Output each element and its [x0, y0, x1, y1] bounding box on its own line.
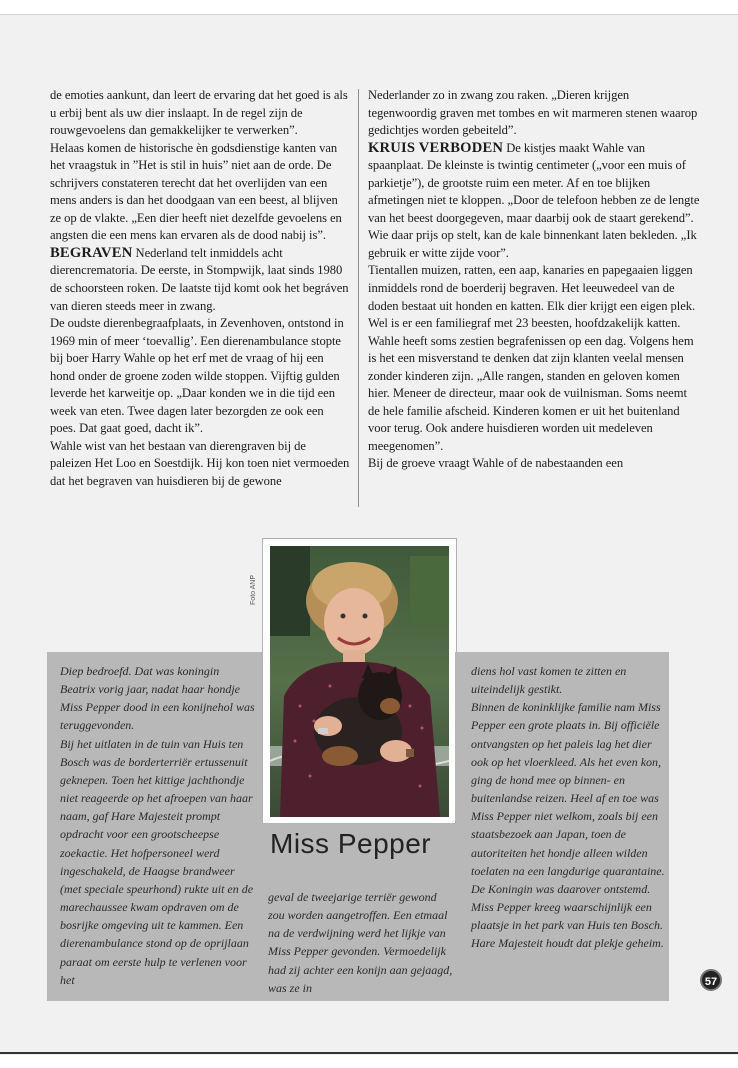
section-heading-begraven: BEGRAVEN: [50, 244, 133, 261]
paragraph: Tientallen muizen, ratten, een aap, kanaries en papegaaien liggen inmiddels rond de boerderij begraven. Het leeuwedeel van de doden bestaat uit honden en katten. Elk dier krijgt een eigen plek. Wel is er een familiegraf met 23 beesten, hoofdzakelijk katten.: [368, 263, 696, 331]
paragraph: Bij de groeve vraagt Wahle of de nabestaanden een: [368, 456, 624, 471]
queen-with-dog-photo: [270, 546, 449, 817]
sidebar-paragraph: geval de tweejarige terriër gewond zou worden aangetroffen. Een etmaal na de verdwijning werd het lijkje van Miss Pepper gevonden. Vermoedelijk had zij achter een konijn aan gejaagd, was ze in: [268, 890, 453, 995]
paragraph: [50, 245, 350, 315]
article-column-left: [50, 87, 350, 491]
sidebar-box-right: [455, 652, 669, 1001]
page-number-badge: 57: [700, 969, 722, 991]
section-heading-kruis-verboden: KRUIS VERBODEN: [368, 139, 504, 156]
photo-credit: Foto ANP: [250, 575, 257, 605]
photo-frame: [262, 538, 457, 825]
sidebar-paragraph: Miss Pepper kreeg waarschijnlijk een plaatsje in het park van Huis ten Bosch. Hare Majesteit houdt dat plekje geheim.: [471, 900, 664, 951]
sidebar-box-left: [47, 652, 262, 1001]
sidebar-paragraph: Diep bedroefd. Dat was koningin Beatrix vorig jaar, nadat haar hondje Miss Pepper dood in een konijnehol was teruggevonden.: [60, 664, 255, 733]
sidebar-paragraph: Binnen de koninklijke familie nam Miss Pepper een grote plaats in. Bij officiële ontvangsten op het paleis lag het dier ook op het vloerkleed. Als het even kon, ging de hond mee op binnen- en buitenlandse reizen. Heel af en toe was Miss Pepper niet welkom, zoals bij een staatsbezoek aan Japan, toen de autoriteiten het hondje alleen wilden toelaten na een langdurige quarantaine. De Koningin was daarover ontstemd.: [471, 700, 665, 896]
magazine-page: [0, 14, 738, 1055]
paragraph: De oudste dierenbegraafplaats, in Zevenhoven, ontstond in 1969 min of meer ‘toevallig’. Een dierenambulance stopte bij boer Harry Wahle op het erf met de vraag of hij een hond onder de groene zoden wilde stoppen. Vijftig gulden leverde het karweitje op. „Daar konden we in die tijd een week van eten. Twee dagen later bezorgden ze ook een poes. Dat gaat goed, dacht ik”.: [50, 316, 344, 436]
paragraph-text: Nederland telt inmiddels acht dierencrematoria. De eerste, in Stompwijk, laat sinds 1980 de schoorsteen roken. De laatste tijd komt ook het begráven van dieren steeds meer in zwang.: [50, 245, 349, 313]
paragraph: de emoties aankunt, dan leert de ervaring dat het goed is als u erbij bent als uw dier inslaapt. In de regel zijn de rouwgevoelens dan gemakkelijker te verwerken”.: [50, 88, 348, 138]
paragraph: Wahle wist van het bestaan van dierengraven bij de paleizen Het Loo en Soestdijk. Hij kon toen niet vermoeden dat het begraven van huisdieren bij de gewone: [50, 438, 350, 489]
paragraph: Nederlander zo in zwang zou raken. „Dieren krijgen tegenwoordig graven met tombes en wit marmeren stenen waarop gedichtjes worden gebeiteld”.: [368, 88, 698, 138]
column-divider: [358, 89, 359, 507]
bottom-rule: [0, 1052, 738, 1054]
sidebar-paragraph: diens hol vast komen te zitten en uiteindelijk gestikt.: [471, 664, 627, 697]
paragraph: Wahle heeft soms zestien begrafenissen op een dag. Volgens hem is het een misverstand te denken dat zijn klanten veelal mensen zonder kinderen zijn. „Alle rangen, standen en geloven komen hier. Meneer de directeur, maar ook de vuilnisman. Soms neemt de hele familie afscheid. Kinderen komen er uit het buitenland voor terug. Ook andere huisdieren worden uit medeleven meegenomen”.: [368, 333, 694, 453]
sidebar-paragraph: Bij het uitlaten in de tuin van Huis ten Bosch was de borderterriër ertussenuit geknepen. Toen het kittige jachthondje niet reageerde op het afroepen van haar naam, gaf Hare Majesteit prompt opdracht voor een grootscheepse zoekactie. Het hofpersoneel werd ingeschakeld, de Haagse brandweer (met speciale speurhond) rukte uit en de marechaussee kwam opdraven om de bosrijke omgeving uit te kammen. Een dierenambulance stond op de oprijlaan paraat om eerste hulp te verlenen voor het: [60, 736, 254, 987]
sidebar-box-middle: [262, 823, 455, 1001]
paragraph-text: De kistjes maakt Wahle van spaanplaat. De kleinste is twintig centimeter („voor een muis of parkietje”), de grootste ruim een meter. Af en toe blijken afmetingen niet te kloppen. „Door de telefoon hebben ze de lengte van het beest doorgegeven, maar daarbij ook de staart gerekend”. Wie daar prijs op stelt, kan de kale binnenkant laten bekleden. „Ik gebruik er witte zijde voor”.: [368, 140, 700, 260]
sidebar-title: Miss Pepper: [270, 828, 432, 859]
paragraph: [368, 140, 700, 263]
article-column-right: [368, 87, 700, 473]
paragraph: Helaas komen de historische èn godsdienstige kanten van het vraagstuk in ”Het is stil in huis” niet aan de orde. De schrijvers constateren terecht dat het overlijden van een mens anders is dan het doodgaan van een beest, al blijven ze op de vlakte. „Een dier heeft niet dezelfde gevoelens en angsten die een mens kan ervaren als de dood nabij is”.: [50, 140, 342, 243]
